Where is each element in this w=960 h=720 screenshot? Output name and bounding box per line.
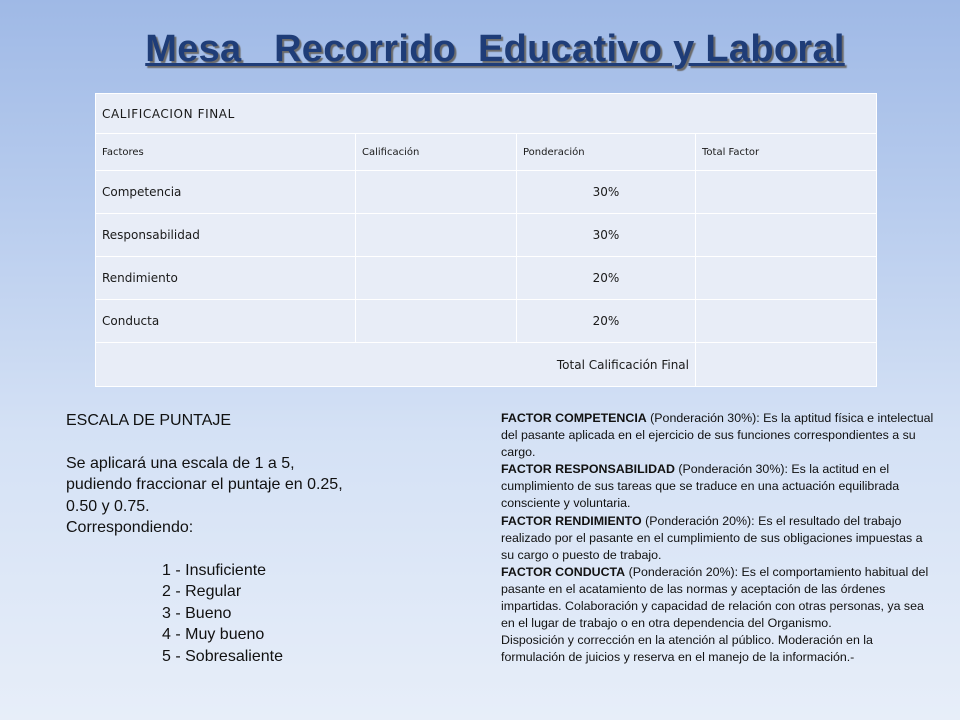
scale-intro-line: 0.50 y 0.75. — [66, 497, 150, 515]
factor-description-text: (Ponderación 20%): Es el resultado del trabajo realizado por el pasante en el cumplimiento de sus obligaciones impuestas a su cargo o puesto de trabajo. — [501, 513, 923, 562]
table-row — [96, 171, 877, 214]
factor-descriptions — [501, 410, 937, 666]
weight-cell: 30% — [517, 171, 696, 214]
factor-description — [501, 461, 937, 512]
factor-name: Conducta — [96, 300, 356, 343]
grade-cell[interactable] — [356, 214, 517, 257]
grade-cell[interactable] — [356, 300, 517, 343]
scale-list — [66, 560, 426, 668]
factor-description — [501, 513, 937, 564]
factor-description-text: (Ponderación 20%): Es el comportamiento habitual del pasante en el acatamiento de las normas y aceptación de las órdenes impartidas. Colaboración y capacidad de relación con otras personas, ya sea en el lugar de trabajo o en otra dependencia del Organismo. — [501, 564, 929, 631]
factor-description — [501, 564, 937, 632]
total-value-cell[interactable] — [696, 343, 877, 387]
total-row — [96, 343, 877, 387]
table-row — [96, 257, 877, 300]
factor-description — [501, 410, 937, 461]
table-row — [96, 214, 877, 257]
factor-description-name: FACTOR CONDUCTA — [501, 564, 626, 579]
total-factor-cell[interactable] — [696, 171, 877, 214]
scale-intro-line: Correspondiendo: — [66, 519, 194, 536]
factor-name: Competencia — [96, 171, 356, 214]
scale-item: 4 - Muy bueno — [162, 626, 265, 643]
closing-text: Disposición y corrección en la atención al público. Moderación en la formulación de juicios y reserva en el manejo de la información.- — [501, 633, 873, 665]
scale-intro-line: Se aplicará una escala de 1 a 5, — [66, 454, 295, 472]
factor-name: Responsabilidad — [96, 214, 356, 257]
factor-name: Rendimiento — [96, 257, 356, 300]
scale-heading: ESCALA DE PUNTAJE — [66, 412, 232, 429]
header-total-factor: Total Factor — [696, 134, 877, 171]
page-title: Mesa Recorrido Educativo y Laboral — [145, 28, 845, 70]
scale-item: 5 - Sobresaliente — [162, 647, 283, 665]
scale-item: 1 - Insuficiente — [162, 561, 267, 579]
grade-cell[interactable] — [356, 171, 517, 214]
table-caption-row — [96, 94, 877, 134]
header-ponderacion: Ponderación — [517, 134, 696, 171]
header-factores: Factores — [96, 134, 356, 171]
weight-cell: 30% — [517, 214, 696, 257]
total-factor-cell[interactable] — [696, 300, 877, 343]
table-caption: CALIFICACION FINAL — [96, 94, 877, 134]
final-grade-table — [95, 93, 877, 387]
table-row — [96, 300, 877, 343]
header-calificacion: Calificación — [356, 134, 517, 171]
table-header-row — [96, 134, 877, 171]
scale-item: 2 - Regular — [162, 583, 242, 600]
grade-cell[interactable] — [356, 257, 517, 300]
weight-cell: 20% — [517, 300, 696, 343]
total-factor-cell[interactable] — [696, 214, 877, 257]
total-label: Total Calificación Final — [96, 343, 696, 387]
factor-description-name: FACTOR RESPONSABILIDAD — [501, 462, 675, 477]
factor-description-name: FACTOR COMPETENCIA — [501, 411, 647, 425]
scoring-scale — [66, 410, 426, 667]
scale-item: 3 - Bueno — [162, 604, 232, 622]
scale-intro-line: pudiendo fraccionar el puntaje en 0.25, — [66, 476, 343, 493]
factor-description-name: FACTOR RENDIMIENTO — [501, 513, 642, 528]
factor-description-text: (Ponderación 30%): Es la aptitud física e intelectual del pasante aplicada en el ejercicio de sus funciones correspondientes a su cargo. — [501, 411, 934, 460]
total-factor-cell[interactable] — [696, 257, 877, 300]
factor-description-text: (Ponderación 30%): Es la actitud en el cumplimiento de sus tareas que se traduce en una actuación equilibrada consciente y voluntaria. — [501, 462, 900, 511]
weight-cell: 20% — [517, 257, 696, 300]
